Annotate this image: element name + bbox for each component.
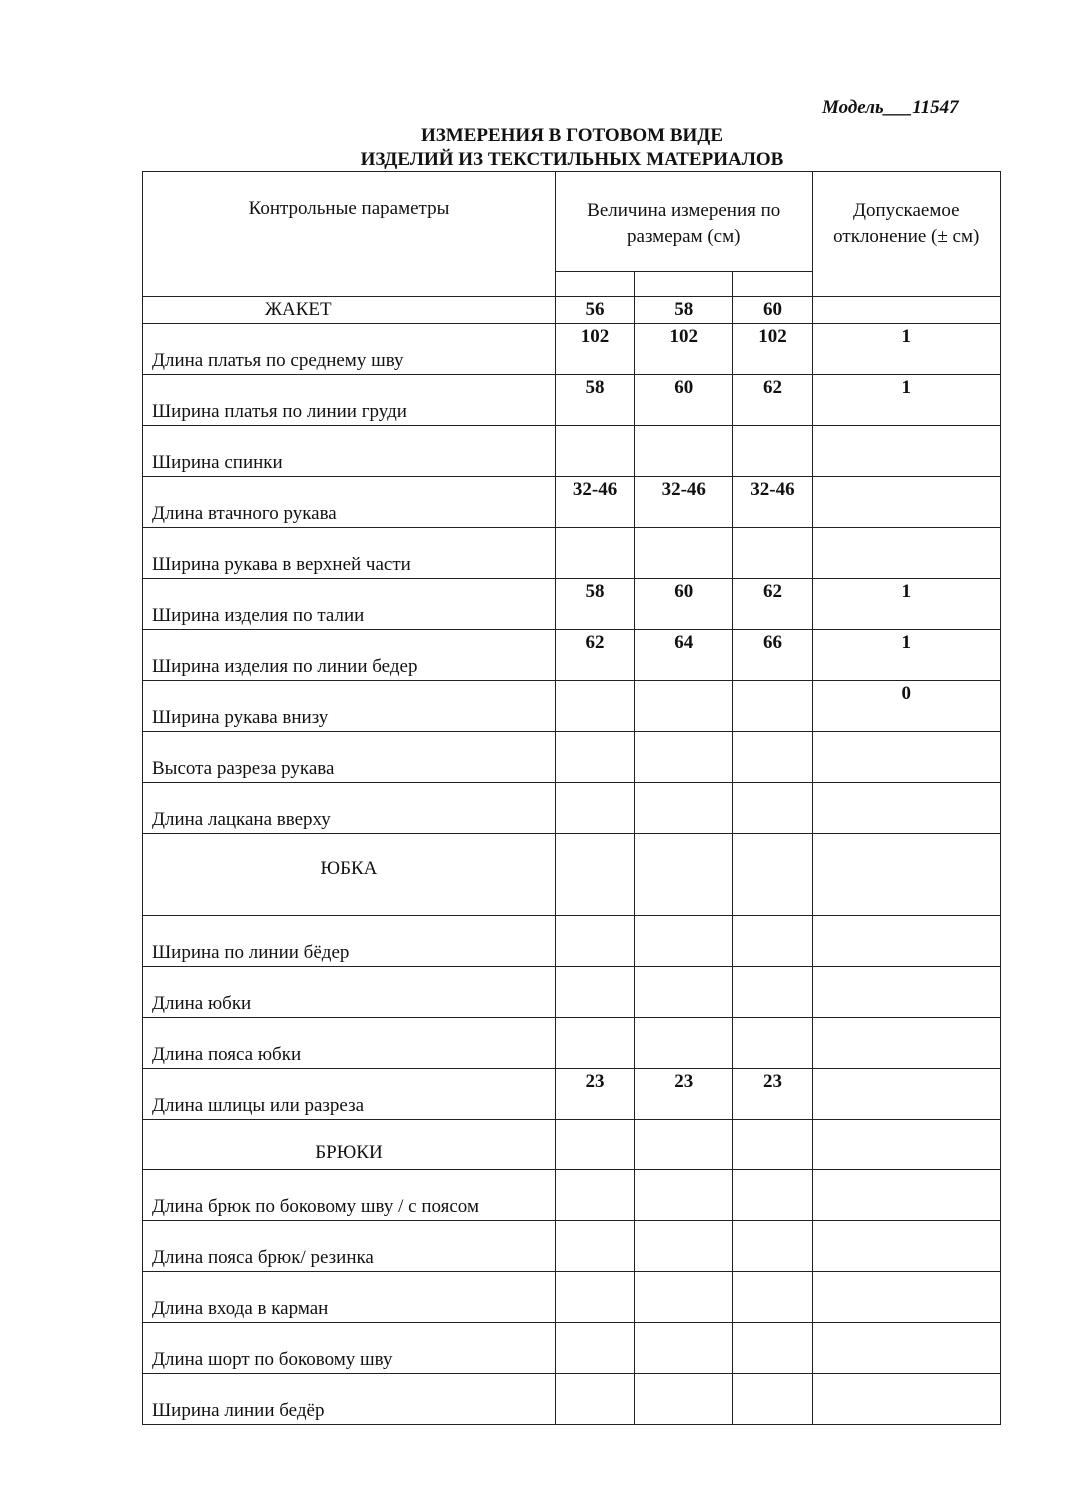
table-row <box>143 1018 1001 1069</box>
size-value: 32-46 <box>555 477 634 528</box>
tolerance-value: 1 <box>812 375 1000 426</box>
param-label: Длина втачного рукава <box>152 503 337 524</box>
size-value: 58 <box>555 375 634 426</box>
size-60: 60 <box>733 297 812 324</box>
param-cell <box>143 630 556 681</box>
tolerance-value <box>812 1323 1000 1374</box>
param-label: Длина шорт по боковому шву <box>152 1349 393 1370</box>
size-value: 102 <box>733 324 812 375</box>
param-label: Длина шлицы или разреза <box>152 1095 365 1116</box>
size-value <box>733 1272 812 1323</box>
size-value: 60 <box>635 579 733 630</box>
section-skirt-label: ЮБКА <box>320 858 378 879</box>
size-value <box>555 1221 634 1272</box>
size-value: 62 <box>733 375 812 426</box>
param-label: Ширина по линии бёдер <box>152 942 350 963</box>
param-label: Длина пояса юбки <box>152 1044 302 1065</box>
size-value <box>635 1221 733 1272</box>
param-cell <box>143 579 556 630</box>
size-value <box>555 1018 634 1069</box>
size-value <box>733 1018 812 1069</box>
header-tolerance <box>812 172 1000 297</box>
section-trousers-label: БРЮКИ <box>315 1142 383 1163</box>
table-row <box>143 426 1001 477</box>
size-value <box>635 916 733 967</box>
table-row <box>143 681 1001 732</box>
param-label: Ширина линии бедёр <box>152 1400 325 1421</box>
size-value <box>555 1374 634 1425</box>
tolerance-value <box>812 528 1000 579</box>
section-row <box>143 834 1001 916</box>
tolerance-value: 1 <box>812 630 1000 681</box>
table-row <box>143 1323 1001 1374</box>
tolerance-value <box>812 1069 1000 1120</box>
size-value: 62 <box>733 579 812 630</box>
table-row <box>143 967 1001 1018</box>
blank-cell <box>635 834 733 916</box>
header-blank-cell <box>733 272 812 297</box>
size-value <box>733 426 812 477</box>
param-label: Длина юбки <box>152 993 252 1014</box>
tolerance-value <box>812 1170 1000 1221</box>
header-tolerance-line-1: Допускаемое <box>852 200 960 221</box>
tolerance-value <box>812 967 1000 1018</box>
header-param: Контрольные параметры <box>143 172 556 297</box>
size-value <box>733 783 812 834</box>
document-title-line-2: ИЗДЕЛИЙ ИЗ ТЕКСТИЛЬНЫХ МАТЕРИАЛОВ <box>360 149 784 170</box>
param-label: Длина входа в карман <box>152 1298 329 1319</box>
table-row <box>143 732 1001 783</box>
tolerance-value <box>812 1018 1000 1069</box>
header-blank-cell <box>555 272 634 297</box>
param-cell <box>143 1272 556 1323</box>
size-tolerance-blank <box>812 297 1000 324</box>
size-value <box>555 732 634 783</box>
param-label: Длина брюк по боковому шву / с поясом <box>152 1196 479 1217</box>
tolerance-value <box>812 732 1000 783</box>
table-row <box>143 630 1001 681</box>
blank-cell <box>555 834 634 916</box>
tolerance-value <box>812 1374 1000 1425</box>
header-blank-cell <box>635 272 733 297</box>
param-cell <box>143 681 556 732</box>
size-value: 32-46 <box>635 477 733 528</box>
tolerance-value <box>812 426 1000 477</box>
param-label: Ширина спинки <box>152 452 283 473</box>
table-row <box>143 1221 1001 1272</box>
size-value <box>555 1323 634 1374</box>
size-value <box>555 967 634 1018</box>
header-size <box>555 172 812 272</box>
param-cell <box>143 1018 556 1069</box>
tolerance-value: 0 <box>812 681 1000 732</box>
param-cell <box>143 528 556 579</box>
size-value <box>635 528 733 579</box>
size-value <box>555 426 634 477</box>
table-row <box>143 1069 1001 1120</box>
size-value <box>555 1170 634 1221</box>
size-value <box>635 732 733 783</box>
table-row <box>143 579 1001 630</box>
header-tolerance-line-2: отклонение (± см) <box>833 226 980 247</box>
header-size-line-1: Величина измерения по <box>587 200 781 221</box>
size-value: 60 <box>635 375 733 426</box>
param-label: Высота разреза рукава <box>152 758 335 779</box>
table-row <box>143 1374 1001 1425</box>
size-value <box>635 1170 733 1221</box>
param-label: Длина пояса брюк/ резинка <box>152 1247 374 1268</box>
model-number: Модель___11547 <box>822 97 959 118</box>
param-label: Ширина изделия по линии бедер <box>152 656 418 677</box>
measurements-table <box>142 171 1001 1425</box>
size-value: 23 <box>635 1069 733 1120</box>
section-cell <box>143 834 556 916</box>
size-value: 66 <box>733 630 812 681</box>
param-label: Длина лацкана вверху <box>152 809 331 830</box>
tolerance-value <box>812 1221 1000 1272</box>
param-cell <box>143 1323 556 1374</box>
size-value <box>635 681 733 732</box>
size-value <box>555 528 634 579</box>
param-label: Ширина рукава в верхней части <box>152 554 411 575</box>
tolerance-value <box>812 916 1000 967</box>
size-value: 102 <box>555 324 634 375</box>
blank-cell <box>733 1120 812 1170</box>
document-title-line-1: ИЗМЕРЕНИЯ В ГОТОВОМ ВИДЕ <box>420 125 724 146</box>
blank-cell <box>635 1120 733 1170</box>
size-value <box>555 681 634 732</box>
size-value <box>555 916 634 967</box>
param-cell <box>143 916 556 967</box>
size-value: 32-46 <box>733 477 812 528</box>
table-row <box>143 1272 1001 1323</box>
size-value <box>555 783 634 834</box>
tolerance-value <box>812 477 1000 528</box>
size-value <box>733 528 812 579</box>
tolerance-value <box>812 1272 1000 1323</box>
table-row <box>143 375 1001 426</box>
size-value <box>635 426 733 477</box>
param-cell <box>143 967 556 1018</box>
tolerance-value: 1 <box>812 579 1000 630</box>
size-value <box>635 967 733 1018</box>
param-cell <box>143 1374 556 1425</box>
size-value <box>733 1323 812 1374</box>
param-cell <box>143 783 556 834</box>
param-cell <box>143 477 556 528</box>
size-value <box>635 1272 733 1323</box>
size-value: 64 <box>635 630 733 681</box>
size-value <box>635 1374 733 1425</box>
blank-cell <box>733 834 812 916</box>
tolerance-value <box>812 783 1000 834</box>
table-row <box>143 324 1001 375</box>
tolerance-value: 1 <box>812 324 1000 375</box>
param-label: Ширина платья по линии груди <box>152 401 407 422</box>
size-56: 56 <box>555 297 634 324</box>
param-cell <box>143 426 556 477</box>
size-value <box>733 967 812 1018</box>
size-value <box>635 783 733 834</box>
size-value <box>733 681 812 732</box>
blank-cell <box>812 1120 1000 1170</box>
size-value: 23 <box>733 1069 812 1120</box>
param-label: Длина платья по среднему шву <box>152 350 404 371</box>
param-cell <box>143 324 556 375</box>
param-cell <box>143 732 556 783</box>
blank-cell <box>555 1120 634 1170</box>
param-label: Ширина рукава внизу <box>152 707 329 728</box>
size-value <box>733 1374 812 1425</box>
header-size-line-2: размерам (см) <box>627 226 741 247</box>
table-row <box>143 1170 1001 1221</box>
size-value <box>733 1170 812 1221</box>
param-cell <box>143 1221 556 1272</box>
blank-cell <box>812 834 1000 916</box>
size-value <box>635 1323 733 1374</box>
size-value <box>733 732 812 783</box>
size-value <box>555 1272 634 1323</box>
size-value <box>733 916 812 967</box>
size-58: 58 <box>635 297 733 324</box>
param-cell <box>143 1069 556 1120</box>
size-value <box>733 1221 812 1272</box>
param-label: Ширина изделия по талии <box>152 605 365 626</box>
table-row <box>143 477 1001 528</box>
size-value: 23 <box>555 1069 634 1120</box>
table-row <box>143 783 1001 834</box>
size-value <box>635 1018 733 1069</box>
table-row <box>143 916 1001 967</box>
table-row <box>143 528 1001 579</box>
param-cell <box>143 1170 556 1221</box>
section-cell <box>143 1120 556 1170</box>
size-value: 62 <box>555 630 634 681</box>
size-value: 58 <box>555 579 634 630</box>
param-cell <box>143 375 556 426</box>
section-jacket-label: ЖАКЕТ <box>143 297 556 324</box>
section-row <box>143 1120 1001 1170</box>
size-value: 102 <box>635 324 733 375</box>
